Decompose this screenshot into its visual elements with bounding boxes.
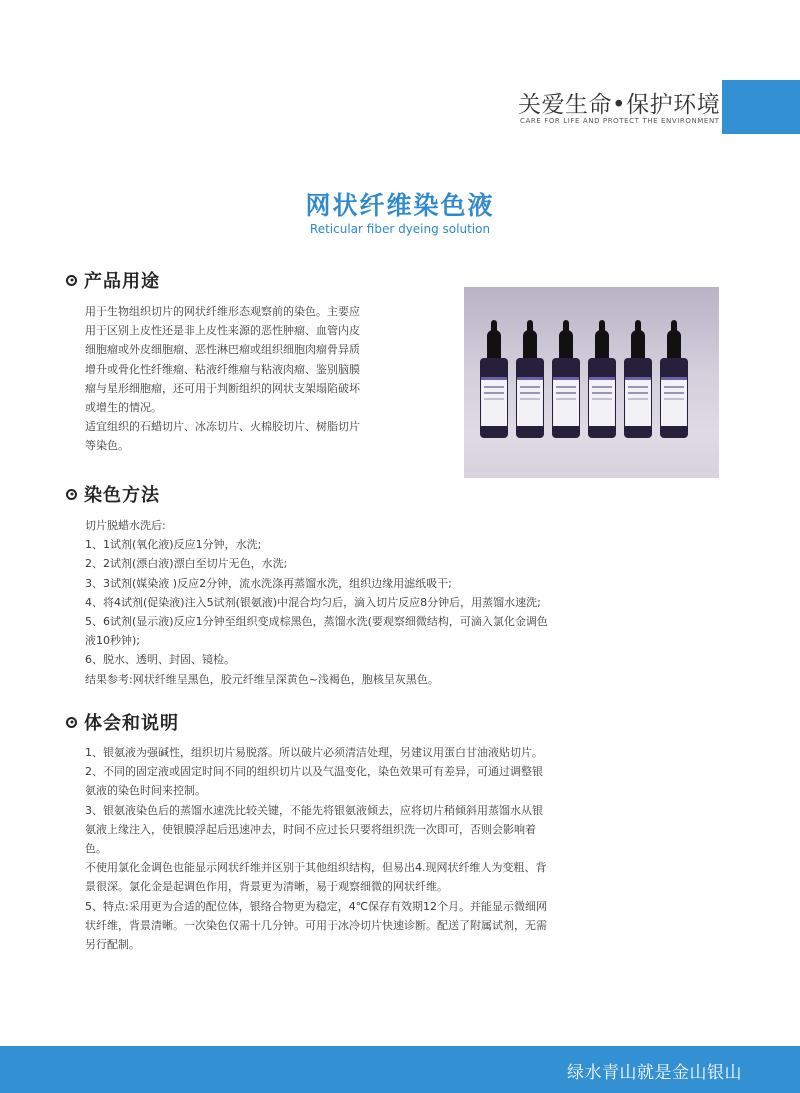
text-line: 3、银氨液染色后的蒸馏水速洗比较关键，不能先将银氨液倾去，应将切片稍倾斜用蒸馏水从银 (85, 803, 543, 817)
text-line: 或增生的情况。 (85, 401, 162, 415)
method-paragraph (85, 516, 575, 689)
document-subtitle: Reticular fiber dyeing solution (309, 222, 491, 236)
section-title-usage: 产品用途 (84, 271, 160, 292)
header-accent-block (722, 80, 800, 134)
text-line: 色。 (85, 842, 107, 856)
text-line: 适宜组织的石蜡切片、冰冻切片、火棉胶切片、树脂切片 (85, 420, 360, 434)
footer-slogan: 绿水青山就是金山银山 (567, 1063, 742, 1083)
text-line: 用于生物组织切片的网状纤维形态观察前的染色。主要应 (85, 305, 360, 318)
target-icon (66, 275, 77, 286)
section-heading-usage (66, 267, 160, 293)
target-icon (66, 489, 77, 500)
text-line: 1、银氨液为强碱性，组织切片易脱落。所以破片必须清洁处理，另建议用蛋白甘油液贴切片。 (85, 746, 543, 759)
text-line: 增升或骨化性纤维瘤、粘液纤维瘤与粘液肉瘤、鉴别脑膜 (85, 362, 360, 376)
text-line: 结果参考:网状纤维呈黑色，胶元纤维呈深黄色~浅褐色，胞核呈灰黑色。 (85, 672, 439, 686)
text-line: 1、1试剂(氧化液)反应1分钟，水洗; (85, 538, 262, 552)
header-slogan: 关爱生命•保护环境 (518, 92, 721, 118)
section-title-notes: 体会和说明 (84, 713, 179, 734)
product-photo (464, 287, 719, 478)
text-line: 氨液的染色时间来控制。 (85, 784, 206, 798)
text-line: 4、将4试剂(促染液)注入5试剂(银氨液)中混合均匀后，滴入切片反应8分钟后，用蒸馏水速洗; (85, 595, 541, 609)
header-slogan-english: CARE FOR LIFE AND PROTECT THE ENVIRONMENT (520, 117, 720, 125)
section-heading-notes (66, 709, 179, 735)
text-line: 景很深。氯化金是起调色作用，背景更为清晰，易于观察细微的网状纤维。 (85, 880, 448, 894)
text-line: 细胞瘤或外皮细胞瘤、恶性淋巴瘤或组织细胞肉瘤骨异质 (85, 343, 360, 357)
text-line: 等染色。 (85, 439, 129, 453)
text-line: 用于区别上皮性还是非上皮性来源的恶性肿瘤、血管内皮 (85, 324, 360, 338)
text-line: 6、脱水、透明、封固、镜检。 (85, 653, 235, 667)
text-line: 5、特点:采用更为合适的配位体，银络合物更为稳定，4℃保存有效期12个月。并能显示微细网 (85, 899, 548, 913)
text-line: 2、不同的固定液或固定时间不同的组织切片以及气温变化，染色效果可有差异，可通过调整银 (85, 765, 543, 779)
target-icon (66, 717, 77, 728)
document-title: 网状纤维染色液 (305, 191, 495, 220)
text-line: 不使用氯化金调色也能显示网状纤维并区别于其他组织结构，但易出4.现网状纤维人为变粗、背 (85, 861, 547, 875)
text-line: 3、3试剂(媒染液 )反应2分钟，流水洗涤再蒸馏水洗，组织边缘用滤纸吸干; (85, 576, 452, 590)
text-line: 切片脱蜡水洗后: (85, 519, 166, 532)
footer-bar (0, 1046, 800, 1093)
section-title-method: 染色方法 (84, 485, 160, 506)
text-line: 氨液上缘注入，使银膜浮起后迅速冲去，时间不应过长只要将组织洗一次即可，否则会影响着 (85, 822, 536, 836)
text-line: 另行配制。 (85, 938, 140, 952)
text-line: 瘤与星形细胞瘤，还可用于判断组织的网状支架塌陷破坏 (85, 381, 360, 395)
usage-paragraph (85, 302, 383, 456)
text-line: 液10秒钟); (85, 634, 140, 648)
text-line: 状纤维，背景清晰。一次染色仅需十几分钟。可用于冰冷切片快速诊断。配送了附属试剂，无需 (85, 918, 547, 932)
text-line: 2、2试剂(漂白液)漂白至切片无色，水洗; (85, 557, 288, 571)
notes-paragraph (85, 743, 575, 954)
text-line: 5、6试剂(显示液)反应1分钟至组织变成棕黑色，蒸馏水洗(要观察细微结构，可滴入氯化金调色 (85, 615, 548, 629)
section-heading-method (66, 481, 160, 507)
